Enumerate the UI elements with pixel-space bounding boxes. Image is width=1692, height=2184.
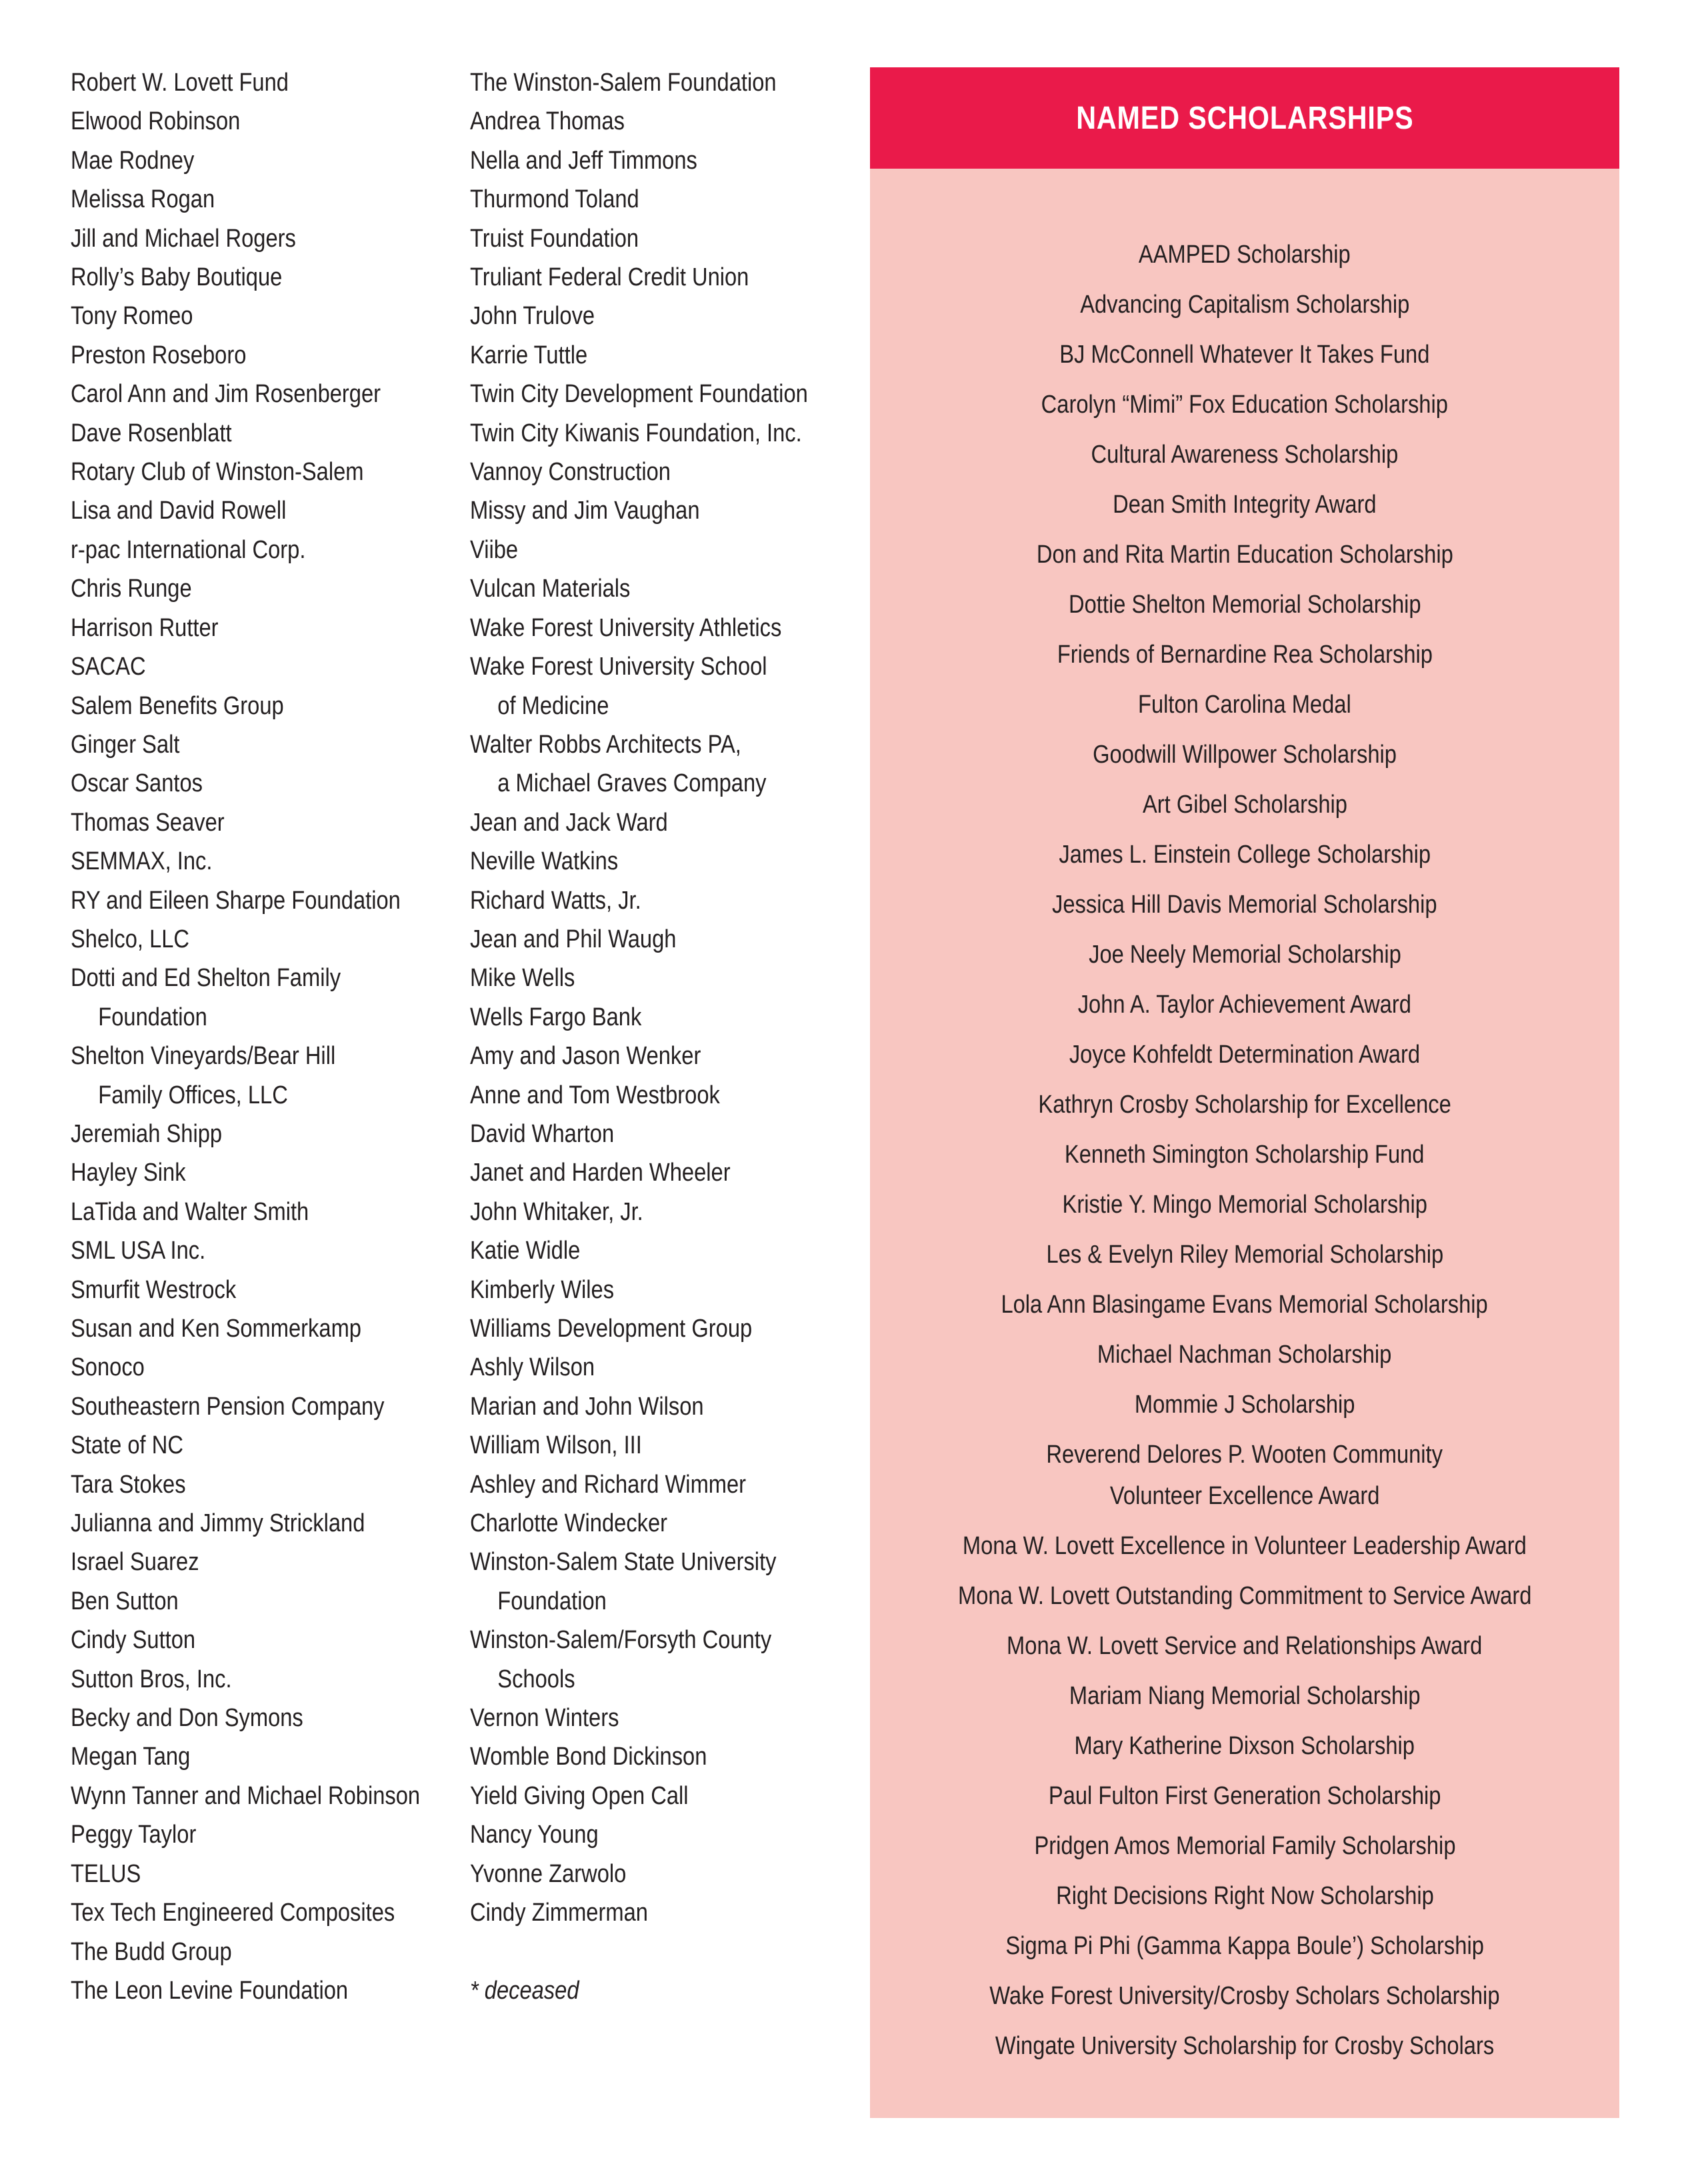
donor-name: Truist Foundation (470, 224, 639, 253)
scholarship-list (870, 230, 1619, 2071)
donor-name: r-pac International Corp. (71, 535, 306, 564)
donor-name: Twin City Development Foundation (470, 380, 808, 409)
donor-name: Wake Forest University School (470, 653, 767, 681)
panel-title: NAMED SCHOLARSHIPS (1075, 100, 1414, 136)
donor-name: Womble Bond Dickinson (470, 1743, 707, 1771)
scholarship-item (870, 680, 1619, 730)
donor-name: Walter Robbs Architects PA, (470, 730, 741, 759)
donor-name: Richard Watts, Jr. (470, 886, 641, 915)
scholarship-item (870, 1671, 1619, 1721)
donor-name: Vulcan Materials (470, 575, 631, 603)
donor-name: Amy and Jason Wenker (470, 1042, 701, 1071)
donor-name: Vannoy Construction (470, 458, 671, 487)
scholarship-name: Fulton Carolina Medal (1138, 691, 1351, 719)
donor-name: Megan Tang (71, 1743, 191, 1771)
scholarship-name: Don and Rita Martin Education Scholarship (1036, 541, 1453, 569)
donor-name: Jean and Phil Waugh (470, 925, 677, 953)
scholarship-item (870, 1921, 1619, 1971)
scholarship-name: Mona W. Lovett Excellence in Volunteer Leadership Award (963, 1532, 1527, 1560)
scholarship-item (870, 1130, 1619, 1180)
scholarship-item (870, 1821, 1619, 1871)
scholarship-name: Advancing Capitalism Scholarship (1079, 291, 1410, 319)
scholarship-name: James L. Einstein College Scholarship (1059, 841, 1431, 869)
donor-name: Kimberly Wiles (470, 1275, 615, 1304)
donor-name: Nella and Jeff Timmons (470, 146, 697, 175)
donor-name: Mae Rodney (71, 146, 195, 175)
donor-name: The Budd Group (71, 1937, 232, 1966)
donor-name: Tex Tech Engineered Composites (71, 1899, 395, 1927)
scholarship-item (870, 780, 1619, 830)
donor-name-continued: a Michael Graves Company (497, 769, 767, 798)
scholarship-item (870, 480, 1619, 530)
donor-name: Anne and Tom Westbrook (470, 1081, 720, 1109)
scholarship-name: Mariam Niang Memorial Scholarship (1069, 1682, 1421, 1710)
donor-name: Rolly’s Baby Boutique (71, 263, 283, 292)
donor-name: Wynn Tanner and Michael Robinson (71, 1781, 421, 1810)
scholarship-item (870, 380, 1619, 430)
donor-name: Cindy Zimmerman (470, 1899, 648, 1927)
scholarship-item (870, 880, 1619, 930)
donor-name: Williams Development Group (470, 1315, 753, 1343)
donor-name: Missy and Jim Vaughan (470, 497, 700, 525)
donor-name: Twin City Kiwanis Foundation, Inc. (470, 419, 802, 447)
donor-name: Marian and John Wilson (470, 1392, 704, 1421)
donor-name: Becky and Don Symons (71, 1704, 303, 1733)
scholarship-item (870, 1971, 1619, 2021)
donor-name: Southeastern Pension Company (71, 1392, 385, 1421)
donor-name: Hayley Sink (71, 1159, 186, 1187)
donor-name: Thurmond Toland (470, 185, 639, 214)
donor-list-column-2 (470, 63, 808, 2010)
donor-name: Cindy Sutton (71, 1626, 196, 1655)
scholarship-item (870, 2021, 1619, 2071)
donor-name: Karrie Tuttle (470, 341, 588, 369)
donor-name: Yield Giving Open Call (470, 1781, 689, 1810)
scholarship-name: BJ McConnell Whatever It Takes Fund (1059, 341, 1430, 369)
donor-name: Winston-Salem State University (470, 1548, 777, 1577)
scholarship-name: Dean Smith Integrity Award (1113, 491, 1377, 519)
donor-name: John Trulove (470, 302, 595, 331)
donor-name-continued: of Medicine (497, 691, 609, 720)
donor-name: Wells Fargo Bank (470, 1003, 642, 1031)
donor-name: Wake Forest University Athletics (470, 613, 782, 642)
scholarship-name: Joe Neely Memorial Scholarship (1088, 941, 1401, 969)
donor-name: Shelton Vineyards/Bear Hill (71, 1042, 336, 1071)
scholarship-name: Reverend Delores P. Wooten Community (1046, 1441, 1443, 1469)
scholarship-name: Sigma Pi Phi (Gamma Kappa Boule’) Scholarship (1005, 1932, 1484, 1960)
scholarship-name: Paul Fulton First Generation Scholarship (1048, 1782, 1441, 1810)
donor-name: Nancy Young (470, 1821, 599, 1849)
donor-name: Israel Suarez (71, 1548, 199, 1577)
scholarship-name: Mary Katherine Dixson Scholarship (1074, 1732, 1415, 1760)
scholarship-item (870, 430, 1619, 480)
scholarship-name: Pridgen Amos Memorial Family Scholarship (1033, 1832, 1456, 1860)
donor-name: Jean and Jack Ward (470, 808, 668, 837)
donor-name: Ashly Wilson (470, 1353, 595, 1382)
scholarship-item (870, 630, 1619, 680)
donor-name: John Whitaker, Jr. (470, 1197, 643, 1226)
scholarship-name: Friends of Bernardine Rea Scholarship (1057, 641, 1433, 669)
scholarship-item (870, 980, 1619, 1030)
donor-name: Elwood Robinson (71, 107, 241, 136)
scholarship-name: Kathryn Crosby Scholarship for Excellence (1038, 1091, 1451, 1119)
scholarship-item (870, 1521, 1619, 1571)
donor-name: Robert W. Lovett Fund (71, 69, 289, 97)
donor-name: Harrison Rutter (71, 613, 219, 642)
donor-name: Salem Benefits Group (71, 691, 284, 720)
scholarship-name: John A. Taylor Achievement Award (1077, 991, 1412, 1019)
scholarship-item (870, 1621, 1619, 1671)
scholarship-name: Carolyn “Mimi” Fox Education Scholarship (1041, 391, 1449, 419)
scholarship-item (870, 830, 1619, 880)
scholarship-item (870, 580, 1619, 630)
donor-name-continued: Family Offices, LLC (98, 1081, 288, 1109)
donor-name: Tara Stokes (71, 1470, 186, 1499)
donor-name: Katie Widle (470, 1237, 581, 1265)
scholarship-item (870, 730, 1619, 780)
donor-name: Ben Sutton (71, 1587, 179, 1615)
scholarship-name: Art Gibel Scholarship (1142, 791, 1347, 819)
scholarship-item (870, 1721, 1619, 1771)
donor-name: Neville Watkins (470, 847, 619, 876)
donor-name: Sutton Bros, Inc. (71, 1665, 232, 1693)
scholarship-name: Lola Ann Blasingame Evans Memorial Scholarship (1001, 1291, 1489, 1319)
donor-name: Vernon Winters (470, 1704, 619, 1733)
donor-name: The Winston-Salem Foundation (470, 69, 777, 97)
scholarship-item (870, 1030, 1619, 1080)
scholarship-name: Jessica Hill Davis Memorial Scholarship (1052, 891, 1437, 919)
scholarship-item (870, 930, 1619, 980)
donor-name: The Leon Levine Foundation (71, 1976, 349, 2005)
donor-name: Yvonne Zarwolo (470, 1859, 627, 1888)
scholarship-name: Les & Evelyn Riley Memorial Scholarship (1046, 1241, 1443, 1269)
panel-header (870, 67, 1619, 169)
donor-name: Janet and Harden Wheeler (470, 1159, 731, 1187)
scholarship-item (870, 1330, 1619, 1380)
scholarship-name: Wake Forest University/Crosby Scholars Scholarship (989, 1982, 1500, 2010)
donor-name: Preston Roseboro (71, 341, 247, 369)
scholarship-name: AAMPED Scholarship (1139, 241, 1351, 269)
donor-name: Julianna and Jimmy Strickland (71, 1509, 365, 1538)
donor-name: Smurfit Westrock (71, 1275, 237, 1304)
donor-name: Viibe (470, 535, 519, 564)
donor-name: Winston-Salem/Forsyth County (470, 1626, 772, 1655)
donor-name: Carol Ann and Jim Rosenberger (71, 380, 381, 409)
scholarship-item (870, 1280, 1619, 1330)
scholarship-name: Mona W. Lovett Outstanding Commitment to Service Award (957, 1582, 1532, 1610)
scholarship-name: Joyce Kohfeldt Determination Award (1069, 1041, 1421, 1069)
scholarship-item (870, 530, 1619, 580)
donor-name: Sonoco (71, 1353, 145, 1382)
scholarship-name: Cultural Awareness Scholarship (1091, 441, 1399, 469)
donor-name-continued: Foundation (497, 1587, 607, 1615)
donor-name: Oscar Santos (71, 769, 203, 798)
donor-name: Shelco, LLC (71, 925, 190, 953)
scholarship-name: Right Decisions Right Now Scholarship (1055, 1882, 1434, 1910)
scholarship-item (870, 1180, 1619, 1230)
donor-name: Susan and Ken Sommerkamp (71, 1315, 361, 1343)
scholarship-item (870, 330, 1619, 380)
donor-name: Mike Wells (470, 964, 575, 993)
donor-name: Ginger Salt (71, 730, 180, 759)
donor-name: Ashley and Richard Wimmer (470, 1470, 747, 1499)
donor-list-column-1 (71, 63, 420, 2010)
donor-name: Chris Runge (71, 575, 192, 603)
donor-name: Charlotte Windecker (470, 1509, 668, 1538)
donor-name: Lisa and David Rowell (71, 497, 287, 525)
donor-name: TELUS (71, 1859, 141, 1888)
scholarship-name: Mona W. Lovett Service and Relationships Award (1007, 1632, 1483, 1660)
donor-name: Jeremiah Shipp (71, 1119, 223, 1148)
scholarship-item (870, 1430, 1619, 1521)
donor-name: State of NC (71, 1431, 183, 1460)
scholarship-name: Dottie Shelton Memorial Scholarship (1068, 591, 1421, 619)
donor-name: Dave Rosenblatt (71, 419, 232, 447)
donor-name: Truliant Federal Credit Union (470, 263, 749, 292)
scholarship-item (870, 280, 1619, 330)
donor-name: Tony Romeo (71, 302, 193, 331)
donor-name: Andrea Thomas (470, 107, 625, 136)
scholarship-item (870, 1571, 1619, 1621)
donor-name: William Wilson, III (470, 1431, 642, 1460)
scholarship-name: Kristie Y. Mingo Memorial Scholarship (1062, 1191, 1427, 1219)
donor-name-continued: Foundation (98, 1003, 207, 1031)
scholarship-item (870, 1380, 1619, 1430)
scholarship-item (870, 1080, 1619, 1130)
scholarship-name: Kenneth Simington Scholarship Fund (1065, 1141, 1425, 1169)
donor-name: Rotary Club of Winston-Salem (71, 458, 364, 487)
scholarship-name: Volunteer Excellence Award (1109, 1482, 1380, 1510)
donor-name: SEMMAX, Inc. (71, 847, 213, 876)
donor-name: Melissa Rogan (71, 185, 215, 214)
donor-name: David Wharton (470, 1119, 615, 1148)
scholarship-name: Wingate University Scholarship for Crosby Scholars (995, 2032, 1495, 2060)
donor-name: Dotti and Ed Shelton Family (71, 964, 341, 993)
donor-name: SML USA Inc. (71, 1237, 206, 1265)
donor-name: Thomas Seaver (71, 808, 225, 837)
named-scholarships-panel (870, 67, 1619, 2118)
scholarship-name: Goodwill Willpower Scholarship (1093, 741, 1397, 769)
scholarship-name: Mommie J Scholarship (1134, 1391, 1355, 1419)
scholarship-item (870, 1771, 1619, 1821)
scholarship-item (870, 1230, 1619, 1280)
deceased-footnote: * deceased (470, 1976, 579, 2005)
scholarship-name: Michael Nachman Scholarship (1097, 1341, 1392, 1369)
donor-name: RY and Eileen Sharpe Foundation (71, 886, 401, 915)
donor-name: SACAC (71, 653, 146, 681)
scholarship-item (870, 230, 1619, 280)
scholarship-item (870, 1871, 1619, 1921)
donor-name: LaTida and Walter Smith (71, 1197, 309, 1226)
donor-name-continued: Schools (497, 1665, 575, 1693)
donor-name: Peggy Taylor (71, 1821, 197, 1849)
donor-name: Jill and Michael Rogers (71, 224, 296, 253)
